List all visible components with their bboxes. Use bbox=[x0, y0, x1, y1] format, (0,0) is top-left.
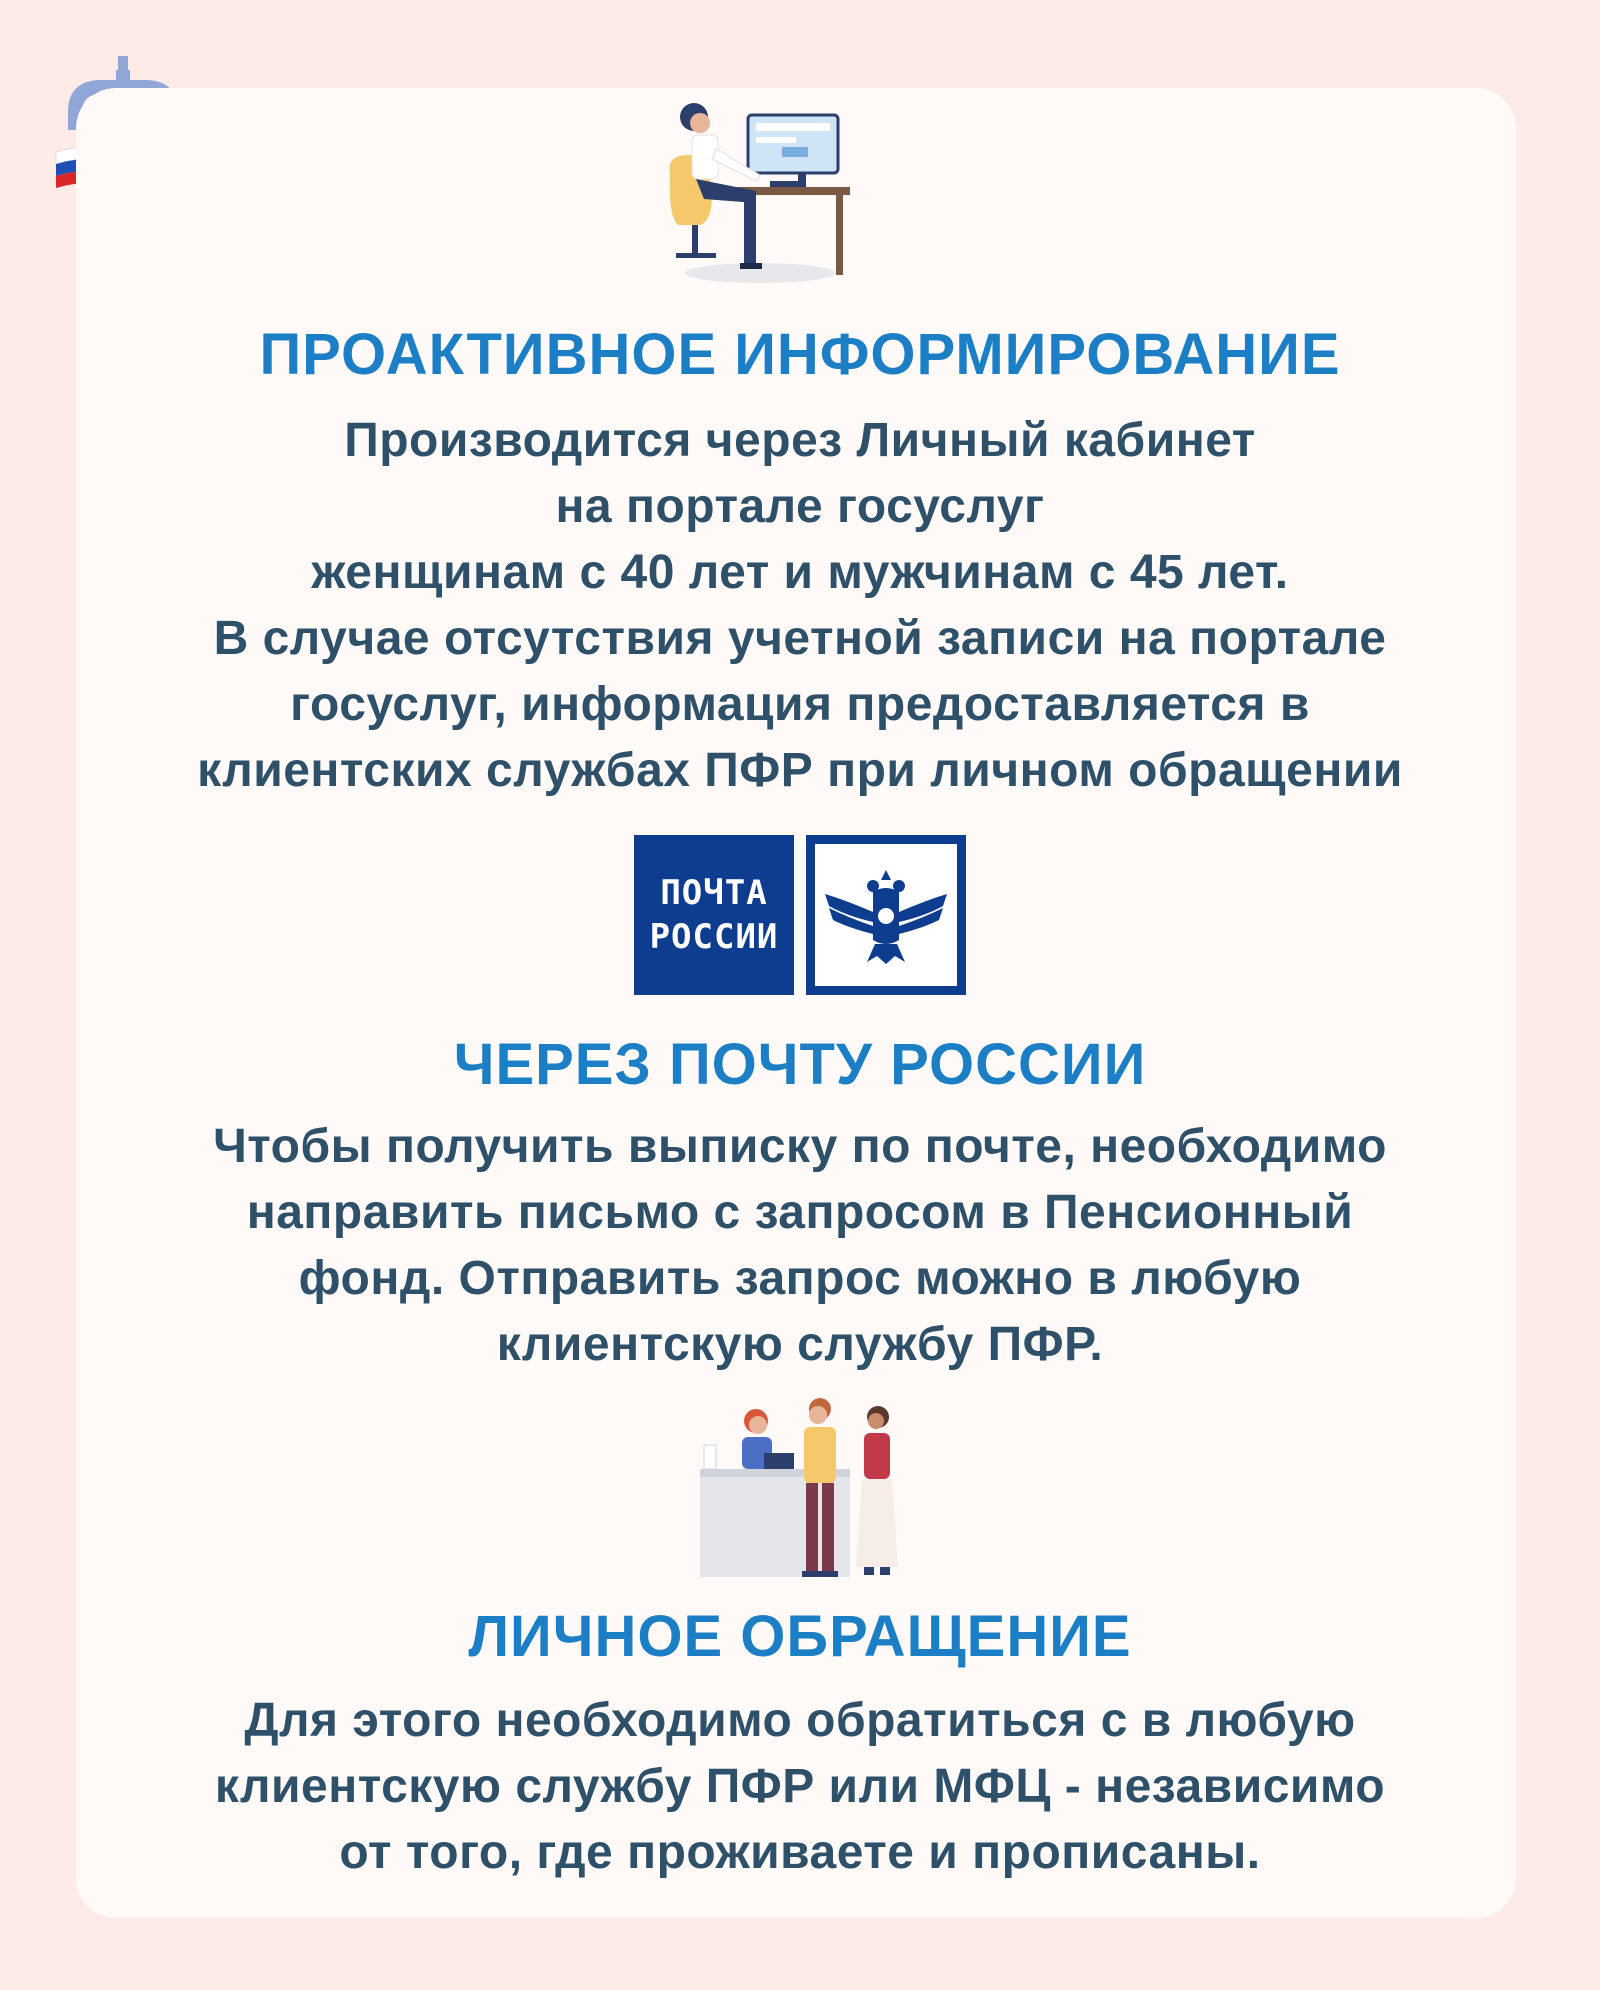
section-body-personal bbox=[60, 1688, 1540, 1886]
body-line: фонд. Отправить запрос можно в любую bbox=[298, 1252, 1302, 1305]
section-heading-proactive: ПРОАКТИВНОЕ ИНФОРМИРОВАНИЕ bbox=[259, 322, 1341, 387]
section-heading-personal: ЛИЧНОЕ ОБРАЩЕНИЕ bbox=[468, 1604, 1132, 1669]
section-body-pochta bbox=[60, 1114, 1540, 1378]
body-line: клиентских службах ПФР при личном обращении bbox=[197, 744, 1403, 797]
body-line: от того, где проживаете и прописаны. bbox=[339, 1826, 1261, 1879]
body-line: Производится через Личный кабинет bbox=[344, 414, 1256, 467]
client-service-illustration bbox=[690, 1395, 920, 1585]
pochta-logo-line: РОССИИ bbox=[649, 917, 779, 957]
body-line: направить письмо с запросом в Пенсионный bbox=[246, 1186, 1354, 1239]
body-line: госуслуг, информация предоставляется в bbox=[290, 678, 1310, 731]
body-line: В случае отсутствия учетной записи на портале bbox=[213, 612, 1387, 665]
person-at-computer-illustration bbox=[660, 95, 860, 290]
double-headed-eagle-icon bbox=[815, 844, 957, 986]
body-line: женщинам с 40 лет и мужчинам с 45 лет. bbox=[311, 546, 1289, 599]
section-heading-pochta: ЧЕРЕЗ ПОЧТУ РОССИИ bbox=[453, 1032, 1147, 1097]
section-body-proactive bbox=[60, 408, 1540, 804]
pochta-logo-line: ПОЧТА bbox=[660, 873, 768, 913]
body-line: клиентскую службу ПФР. bbox=[496, 1318, 1104, 1371]
body-line: клиентскую службу ПФР или МФЦ - независимо bbox=[214, 1760, 1386, 1813]
pochta-rossii-logo bbox=[634, 835, 966, 995]
body-line: Чтобы получить выписку по почте, необходимо bbox=[213, 1120, 1387, 1173]
body-line: на портале госуслуг bbox=[555, 480, 1045, 533]
pochta-eagle-box bbox=[806, 835, 966, 995]
pochta-text-box bbox=[634, 835, 794, 995]
body-line: Для этого необходимо обратиться с в любую bbox=[244, 1694, 1356, 1747]
